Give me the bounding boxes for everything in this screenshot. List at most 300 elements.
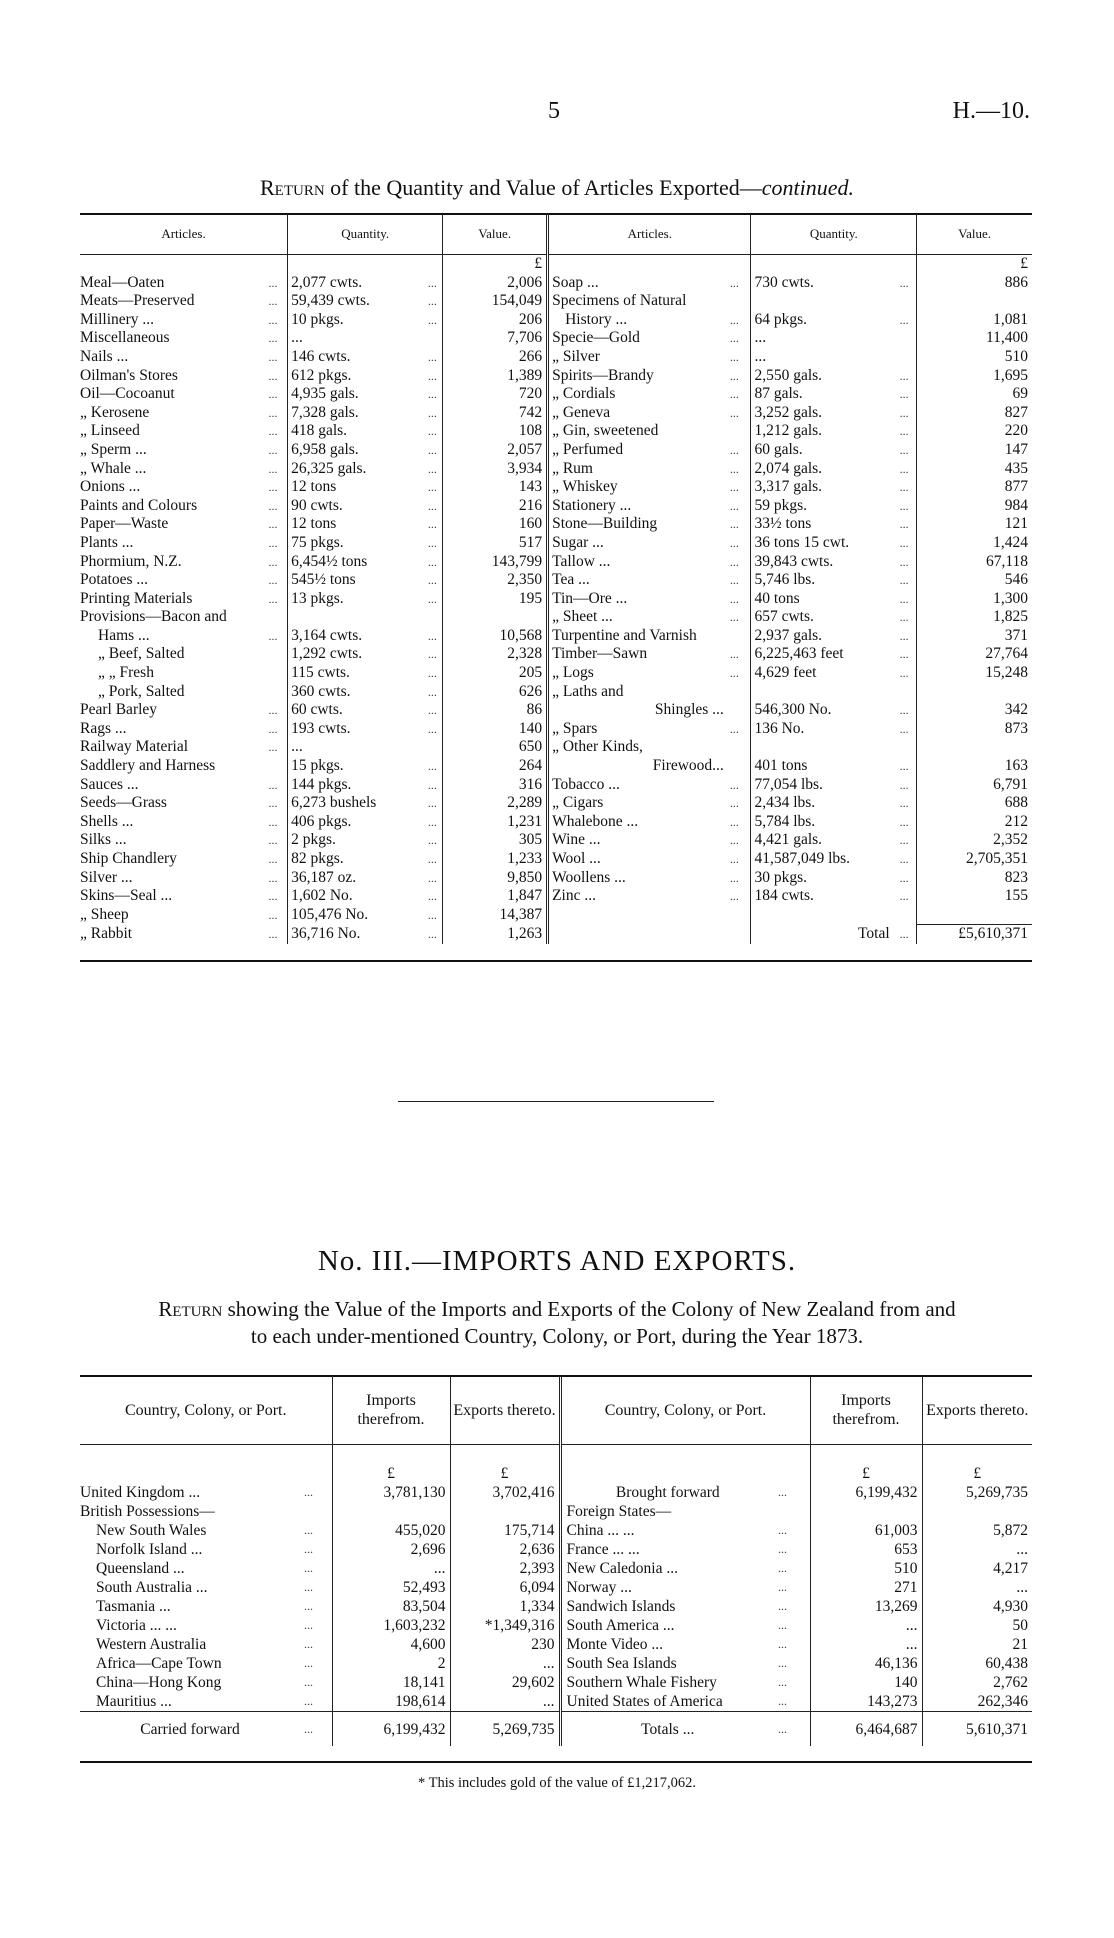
- article-name: Onions ...: [80, 478, 141, 496]
- exports-value-right: 50: [922, 1616, 1032, 1635]
- article-dots: ...: [268, 331, 278, 346]
- header-country-right: Country, Colony, or Port.: [560, 1376, 810, 1445]
- quantity-dots-right: ...: [899, 517, 909, 532]
- article-name: „ Rabbit: [80, 925, 133, 943]
- article-dots-right: ...: [729, 498, 739, 513]
- exports-header-row: [80, 214, 1032, 255]
- country-name-right: China ... ...: [560, 1521, 774, 1540]
- currency-symbol: £: [443, 255, 548, 274]
- country-dots: ...: [304, 1523, 313, 1537]
- article-name-right: „ Sheet ...: [548, 608, 726, 627]
- quantity-dots: ...: [427, 927, 437, 942]
- header-exports-right: Exports thereto.: [922, 1376, 1032, 1445]
- country-name: Norfolk Island ...: [96, 1541, 203, 1558]
- header-imports-right: Imports therefrom.: [810, 1376, 922, 1445]
- exports-row: [80, 887, 1032, 906]
- article-quantity: 6,273 bushels: [288, 794, 424, 813]
- article-value: 517: [443, 534, 548, 553]
- article-name: Potatoes ...: [80, 571, 149, 589]
- article-value-right: [917, 683, 1032, 702]
- article-name: Printing Materials: [80, 589, 193, 607]
- exports-row: [80, 367, 1032, 386]
- country-dots: ...: [304, 1675, 313, 1689]
- exports-row: [80, 776, 1032, 795]
- article-quantity-right: 2,937 gals.: [751, 627, 896, 646]
- article-dots: ...: [268, 312, 278, 327]
- article-name: „ Pork, Salted: [98, 682, 185, 700]
- article-dots-right: ...: [729, 796, 739, 811]
- country-dots: ...: [304, 1580, 313, 1594]
- article-value: 195: [443, 590, 548, 609]
- ie-row: [80, 1521, 1032, 1540]
- article-value-right: £5,610,371: [917, 925, 1032, 944]
- quantity-dots-right: ...: [899, 703, 909, 718]
- quantity-dots: ...: [427, 461, 437, 476]
- imports-value: 198,614: [332, 1692, 450, 1712]
- quantity-dots: [424, 329, 443, 348]
- article-value: 305: [443, 831, 548, 850]
- exports-row: [80, 627, 1032, 646]
- article-name: Hams ...: [98, 626, 150, 644]
- article-dots: ...: [268, 870, 278, 885]
- article-name: Meal—Oaten: [80, 273, 165, 291]
- article-dots-right: ...: [729, 349, 739, 364]
- article-quantity: 545½ tons: [288, 571, 424, 590]
- article-quantity: 2,077 cwts.: [288, 274, 424, 293]
- article-name-right: Tin—Ore ...: [548, 590, 726, 609]
- article-value: 10,568: [443, 627, 548, 646]
- article-quantity: ...: [288, 329, 424, 348]
- exports-value-right: 60,438: [922, 1654, 1032, 1673]
- article-name: Plants ...: [80, 533, 134, 551]
- article-value: 720: [443, 385, 548, 404]
- subtitle-line2: to each under-mentioned Country, Colony, or Port, during the Year 1873.: [250, 1324, 864, 1348]
- header-value: Value.: [443, 214, 548, 255]
- quantity-dots: ...: [427, 573, 437, 588]
- article-value-right: 371: [917, 627, 1032, 646]
- quantity-dots: ...: [427, 387, 437, 402]
- article-value-right: [917, 906, 1032, 925]
- header-quantity: Quantity.: [288, 214, 443, 255]
- article-name: Phormium, N.Z.: [80, 552, 182, 570]
- article-quantity-right: 30 pkgs.: [751, 869, 896, 888]
- imports-value-right: 653: [810, 1540, 922, 1559]
- quantity-dots-right: ...: [899, 777, 909, 792]
- article-value: 216: [443, 497, 548, 516]
- article-value-right: 163: [917, 757, 1032, 776]
- exports-value-right: ...: [922, 1578, 1032, 1597]
- country-name: New South Wales: [96, 1522, 207, 1539]
- ie-row: [80, 1540, 1032, 1559]
- quantity-dots-right: [896, 292, 917, 311]
- exports-value-right: 5,872: [922, 1521, 1032, 1540]
- article-dots: ...: [268, 480, 278, 495]
- article-name-right: Stone—Building: [548, 515, 726, 534]
- article-name: „ Kerosene: [80, 403, 150, 421]
- article-quantity: 193 cwts.: [288, 720, 424, 739]
- article-value: 264: [443, 757, 548, 776]
- quantity-dots-right: ...: [899, 610, 909, 625]
- header-articles-right: Articles.: [548, 214, 751, 255]
- quantity-dots-right: ...: [899, 498, 909, 513]
- article-name-right: [548, 925, 726, 944]
- exports-row: [80, 794, 1032, 813]
- quantity-dots: ...: [427, 666, 437, 681]
- article-name-right: Specie—Gold: [548, 329, 726, 348]
- imports-value-right: 510: [810, 1559, 922, 1578]
- article-value-right: 435: [917, 460, 1032, 479]
- article-dots: ...: [268, 777, 278, 792]
- quantity-dots: ...: [427, 498, 437, 513]
- exports-value: 2,393: [450, 1559, 560, 1578]
- quantity-dots: ...: [427, 275, 437, 290]
- article-value-right: 877: [917, 478, 1032, 497]
- ie-row: [80, 1654, 1032, 1673]
- imports-value: 1,603,232: [332, 1616, 450, 1635]
- quantity-dots-right: ...: [899, 666, 909, 681]
- country-name: Mauritius ...: [96, 1693, 172, 1710]
- article-name: Ship Chandlery: [80, 850, 177, 867]
- article-quantity: 1,602 No.: [288, 887, 424, 906]
- exports-row: [80, 385, 1032, 404]
- imports-value: 83,504: [332, 1597, 450, 1616]
- exports-row: [80, 683, 1032, 702]
- exports-value-right: 262,346: [922, 1692, 1032, 1712]
- article-value-right: 69: [917, 385, 1032, 404]
- article-quantity-right: 657 cwts.: [751, 608, 896, 627]
- article-dots-right: ...: [729, 275, 739, 290]
- country-dots: [300, 1502, 332, 1521]
- article-quantity-right: 401 tons: [751, 757, 896, 776]
- article-dots: ...: [268, 833, 278, 848]
- article-quantity: 406 pkgs.: [288, 813, 424, 832]
- article-quantity: 4,935 gals.: [288, 385, 424, 404]
- exports-row: [80, 441, 1032, 460]
- article-value: 108: [443, 422, 548, 441]
- article-dots-right: [726, 906, 751, 925]
- exports-row: [80, 460, 1032, 479]
- article-quantity: 36,187 oz.: [288, 869, 424, 888]
- article-name-right: Whalebone ...: [548, 813, 726, 832]
- article-value-right: 873: [917, 720, 1032, 739]
- article-quantity-right: Total: [751, 925, 896, 944]
- article-quantity: 360 cwts.: [288, 683, 424, 702]
- quantity-dots-right: ...: [899, 424, 909, 439]
- quantity-dots: ...: [427, 721, 437, 736]
- exports-row: [80, 292, 1032, 311]
- article-quantity: 6,958 gals.: [288, 441, 424, 460]
- article-dots-right: ...: [729, 554, 739, 569]
- article-name-right: Soap ...: [548, 274, 726, 293]
- article-dots-right: ...: [729, 777, 739, 792]
- country-name-right: Foreign States—: [560, 1502, 774, 1521]
- quantity-dots: ...: [427, 442, 437, 457]
- article-value: 140: [443, 720, 548, 739]
- article-quantity: 105,476 No.: [288, 906, 424, 925]
- imports-value: 455,020: [332, 1521, 450, 1540]
- ie-row: [80, 1578, 1032, 1597]
- article-dots: ...: [268, 442, 278, 457]
- country-dots-right: [774, 1502, 810, 1521]
- quantity-dots-right: ...: [899, 573, 909, 588]
- article-quantity-right: [751, 292, 896, 311]
- article-quantity: 12 tons: [288, 478, 424, 497]
- article-value: 86: [443, 701, 548, 720]
- article-dots: ...: [268, 573, 278, 588]
- country-dots-right: ...: [778, 1580, 787, 1594]
- article-dots: ...: [268, 349, 278, 364]
- quantity-dots: [424, 608, 443, 627]
- exports-row: [80, 906, 1032, 925]
- article-value: 2,289: [443, 794, 548, 813]
- article-quantity: 13 pkgs.: [288, 590, 424, 609]
- imports-value-right: ...: [810, 1635, 922, 1654]
- country-dots: ...: [304, 1485, 313, 1499]
- country-name-right: France ... ...: [560, 1540, 774, 1559]
- exports-value: 2,636: [450, 1540, 560, 1559]
- article-quantity-right: 60 gals.: [751, 441, 896, 460]
- exports-row: [80, 497, 1032, 516]
- country-name: Queensland ...: [96, 1560, 185, 1577]
- article-name: Silks ...: [80, 831, 127, 849]
- article-name: Nails ...: [80, 347, 129, 365]
- quantity-dots: ...: [427, 703, 437, 718]
- quantity-dots: ...: [427, 908, 437, 923]
- article-name: Paper—Waste: [80, 515, 169, 533]
- quantity-dots: ...: [427, 759, 437, 774]
- article-quantity: 82 pkgs.: [288, 850, 424, 869]
- article-name-right: [548, 906, 726, 925]
- section-subtitle: [80, 1296, 1034, 1350]
- article-dots-right: [726, 292, 751, 311]
- article-dots: ...: [268, 498, 278, 513]
- quantity-dots-right: [896, 348, 917, 367]
- article-value: 143: [443, 478, 548, 497]
- article-name: Railway Material: [80, 738, 189, 756]
- quantity-dots-right: ...: [899, 889, 909, 904]
- article-name: Paints and Colours: [80, 496, 198, 514]
- article-quantity: 612 pkgs.: [288, 367, 424, 386]
- article-quantity-right: 5,746 lbs.: [751, 571, 896, 590]
- article-quantity-right: 2,074 gals.: [751, 460, 896, 479]
- article-value: 2,057: [443, 441, 548, 460]
- article-dots: ...: [268, 591, 278, 606]
- country-name: South Australia ...: [96, 1579, 208, 1596]
- article-dots: ...: [268, 517, 278, 532]
- article-quantity-right: 33½ tons: [751, 515, 896, 534]
- exports-row: [80, 553, 1032, 572]
- exports-row: [80, 850, 1032, 869]
- exports-row: [80, 534, 1032, 553]
- imports-value-right: 13,269: [810, 1597, 922, 1616]
- quantity-dots-right: ...: [899, 796, 909, 811]
- article-name-right: „ Geneva: [548, 404, 726, 423]
- article-dots-right: ...: [729, 889, 739, 904]
- article-name-right: „ Other Kinds,: [548, 738, 726, 757]
- article-name-right: Turpentine and Varnish: [548, 627, 726, 646]
- article-quantity-right: 87 gals.: [751, 385, 896, 404]
- country-dots-right: ...: [778, 1656, 787, 1670]
- article-quantity: 10 pkgs.: [288, 311, 424, 330]
- article-name: Rags ...: [80, 719, 127, 737]
- article-quantity-right: [751, 738, 896, 757]
- ie-row: [80, 1635, 1032, 1654]
- section-separator: [398, 1101, 714, 1102]
- article-dots-right: ...: [729, 573, 739, 588]
- article-quantity: 90 cwts.: [288, 497, 424, 516]
- article-dots-right: ...: [729, 721, 739, 736]
- article-quantity-right: [751, 683, 896, 702]
- quantity-dots: ...: [427, 833, 437, 848]
- article-quantity: 7,328 gals.: [288, 404, 424, 423]
- article-value-right: 886: [917, 274, 1032, 293]
- article-name: Meats—Preserved: [80, 292, 195, 310]
- exports-value: 6,094: [450, 1578, 560, 1597]
- header-imports: Imports therefrom.: [332, 1376, 450, 1445]
- article-value: [443, 608, 548, 627]
- article-quantity: 26,325 gals.: [288, 460, 424, 479]
- article-value: 626: [443, 683, 548, 702]
- article-dots-right: ...: [729, 517, 739, 532]
- country-dots: ...: [304, 1561, 313, 1575]
- ie-currency-exports-right: £: [922, 1464, 1032, 1483]
- country-dots: ...: [304, 1637, 313, 1651]
- article-value-right: 147: [917, 441, 1032, 460]
- article-dots: ...: [268, 927, 278, 942]
- article-value-right: 121: [917, 515, 1032, 534]
- article-dots: ...: [268, 535, 278, 550]
- article-name-right: Woollens ...: [548, 869, 726, 888]
- article-quantity-right: ...: [751, 348, 896, 367]
- article-quantity: 36,716 No.: [288, 925, 424, 944]
- exports-row: [80, 571, 1032, 590]
- article-dots: ...: [268, 889, 278, 904]
- country-dots: ...: [304, 1656, 313, 1670]
- currency-row: [80, 255, 1032, 274]
- article-dots-right: ...: [729, 647, 739, 662]
- quantity-dots: ...: [427, 405, 437, 420]
- subtitle-smallcaps: Return: [158, 1297, 223, 1321]
- article-quantity-right: 3,317 gals.: [751, 478, 896, 497]
- quantity-dots-right: ...: [899, 759, 909, 774]
- exports-value-right: 2,762: [922, 1673, 1032, 1692]
- currency-symbol-right: £: [917, 255, 1032, 274]
- country-name: China—Hong Kong: [96, 1674, 222, 1691]
- country-dots-right: ...: [778, 1542, 787, 1556]
- article-dots: ...: [268, 740, 278, 755]
- article-dots-right: [726, 422, 751, 441]
- header-articles: Articles.: [161, 225, 206, 241]
- exports-value: 230: [450, 1635, 560, 1654]
- country-name: British Possessions—: [80, 1503, 215, 1520]
- article-value-right: 2,352: [917, 831, 1032, 850]
- article-dots-right: [726, 738, 751, 757]
- ie-row: [80, 1597, 1032, 1616]
- exports-table: [80, 214, 1032, 944]
- article-value-right: 220: [917, 422, 1032, 441]
- country-name-right: Southern Whale Fishery: [560, 1673, 774, 1692]
- quantity-dots: ...: [427, 349, 437, 364]
- quantity-dots: ...: [427, 796, 437, 811]
- quantity-dots-right: ...: [899, 554, 909, 569]
- article-name-right: „ Whiskey: [548, 478, 726, 497]
- quantity-dots: ...: [427, 480, 437, 495]
- exports-row: [80, 831, 1032, 850]
- article-dots: ...: [268, 796, 278, 811]
- quantity-dots: ...: [427, 684, 437, 699]
- article-name-right: „ Spars: [548, 720, 726, 739]
- article-value: 650: [443, 738, 548, 757]
- article-value-right: 1,424: [917, 534, 1032, 553]
- article-name: Provisions—Bacon and: [80, 608, 227, 626]
- article-dots-right: ...: [729, 610, 739, 625]
- quantity-dots: ...: [427, 368, 437, 383]
- country-dots: ...: [304, 1618, 313, 1632]
- ie-row: [80, 1616, 1032, 1635]
- header-exports: Exports thereto.: [450, 1376, 560, 1445]
- article-dots: ...: [268, 294, 278, 309]
- country-name-right: Sandwich Islands: [560, 1597, 774, 1616]
- article-value-right: [917, 292, 1032, 311]
- country-dots-right: ...: [778, 1675, 787, 1689]
- article-quantity: 2 pkgs.: [288, 831, 424, 850]
- article-dots: ...: [268, 554, 278, 569]
- imports-value-right: 143,273: [810, 1692, 922, 1712]
- article-value: 1,263: [443, 925, 548, 944]
- article-quantity-right: 4,629 feet: [751, 664, 896, 683]
- table1-bottom-rule: [80, 960, 1032, 962]
- quantity-dots-right: ...: [899, 628, 909, 643]
- exports-row: [80, 757, 1032, 776]
- article-dots: ...: [268, 703, 278, 718]
- article-quantity-right: 39,843 cwts.: [751, 553, 896, 572]
- article-value: 9,850: [443, 869, 548, 888]
- exports-row: [80, 701, 1032, 720]
- article-name: „ Linseed: [80, 422, 140, 440]
- article-value: 742: [443, 404, 548, 423]
- article-value-right: 510: [917, 348, 1032, 367]
- ie-row: [80, 1483, 1032, 1502]
- article-name-right: Sugar ...: [548, 534, 726, 553]
- imports-value-right: 61,003: [810, 1521, 922, 1540]
- exports-row: [80, 664, 1032, 683]
- article-name: Seeds—Grass: [80, 794, 167, 812]
- carried-forward-imports: 6,199,432: [332, 1712, 450, 1747]
- article-value: 3,934: [443, 460, 548, 479]
- article-quantity: 146 cwts.: [288, 348, 424, 367]
- article-name-right: Tobacco ...: [548, 776, 726, 795]
- article-quantity-right: 64 pkgs.: [751, 311, 896, 330]
- return-title-smallcaps: Return: [260, 175, 325, 200]
- article-name-right: „ Laths and: [548, 683, 726, 702]
- carried-forward-exports: 5,269,735: [450, 1712, 560, 1747]
- article-value-right: 823: [917, 869, 1032, 888]
- article-dots-right: ...: [729, 833, 739, 848]
- imports-value: 2: [332, 1654, 450, 1673]
- country-name-right: Norway ...: [560, 1578, 774, 1597]
- article-quantity: 75 pkgs.: [288, 534, 424, 553]
- article-dots: ...: [268, 461, 278, 476]
- quantity-dots-right: [896, 906, 917, 925]
- country-dots-right: ...: [778, 1561, 787, 1575]
- article-value-right: 1,300: [917, 590, 1032, 609]
- article-dots: ...: [268, 368, 278, 383]
- imports-value: 4,600: [332, 1635, 450, 1654]
- article-quantity: [288, 608, 424, 627]
- quantity-dots: ...: [427, 294, 437, 309]
- imports-value-right: 271: [810, 1578, 922, 1597]
- article-value-right: 155: [917, 887, 1032, 906]
